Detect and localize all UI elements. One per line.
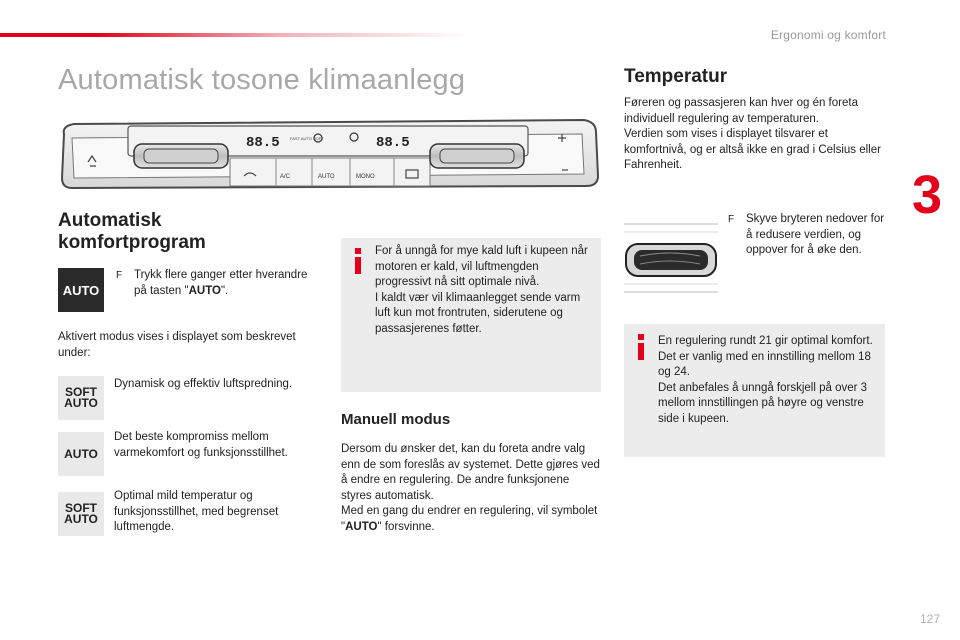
manual-mode-heading: Manuell modus (341, 411, 451, 428)
temperature-intro: Føreren og passasjeren kan hver og én foreta individuell regulering av temperaturen. Verdien som vises i displayet tilsvarer et komfortnivå, og er altså ikke en grad i Celsius eller Fahrenheit. (624, 97, 881, 171)
ac-button: A/C (280, 174, 291, 180)
temperature-heading: Temperatur (624, 66, 728, 87)
slider-instruction: F Skyve bryteren nedover for å redusere verdien, og oppover for å øke den. (728, 213, 885, 256)
chapter-number: 3 (911, 165, 942, 225)
section-label: Ergonomi og komfort (770, 28, 886, 42)
mode-description-dynamic: Dynamisk og effektiv luftspredning. (114, 378, 293, 390)
display-right-temp: 88.5 (376, 135, 410, 151)
auto-button: AUTO (318, 174, 335, 180)
auto-key-label: AUTO (62, 282, 100, 298)
info-temperature-text: En regulering rundt 21 gir optimal komfort. Det er vanlig med en innstilling mellom 18 og 24. Det anbefales å unngå forskjell på over 3 mellom innstillingen på høyre og venstre side i kupeen. (658, 335, 873, 425)
auto-key-icon (58, 268, 104, 312)
bullet-marker-temp: F (728, 214, 735, 225)
top-accent-bar (0, 33, 470, 37)
soft-auto-icon: SOFT AUTO (58, 376, 104, 420)
comfort-heading (58, 210, 318, 254)
temperature-slider-illustration (624, 220, 718, 298)
display-fast-auto-soft: FAST AUTO SOFT (290, 136, 324, 141)
info-cold-text: For å unngå for mye kald luft i kupeen når motoren er kald, vil luftmengden progressivt nå sitt optimale nivå. I kaldt vær vil klimaanlegget sende varm luft kun mot frontruten, siderutene og passasjerenes føtter. (375, 245, 588, 335)
info-icon-2 (636, 334, 646, 360)
mode-description-balanced: Det beste kompromiss mellom varmekomfort og funksjonsstillhet. (114, 431, 288, 459)
manual-mode-text: Dersom du ønsker det, kan du foreta andre valg enn de som foreslås av systemet. Dette gjøres ved å endre en regulering. De andre funksjonene styres automatisk. Med en gang du endrer en regulering, vil symbolet "AUTO" forsvinne. (341, 443, 600, 533)
page-number: 127 (919, 612, 940, 626)
info-box-cold-engine (341, 238, 601, 392)
page-title: Automatisk tosone klimaanlegg (58, 64, 466, 96)
auto-symbol-reference: AUTO (345, 520, 378, 533)
mode-description-mild: Optimal mild temperatur og funksjonsstillhet, med begrenset luftmengde. (114, 490, 279, 533)
bullet-marker: F (116, 270, 123, 281)
auto-key-instruction: F Trykk flere ganger etter hverandre på tasten "AUTO". (116, 269, 308, 297)
comfort-heading-line1: Automatisk (58, 210, 162, 231)
info-box-temperature (624, 324, 885, 457)
display-left-temp: 88.5 (246, 135, 280, 151)
info-icon (353, 248, 363, 274)
modes-intro: Aktivert modus vises i displayet som beskrevet under: (58, 331, 296, 359)
climate-panel-illustration (58, 114, 600, 192)
mono-button: MONO (356, 174, 375, 180)
soft-auto-icon-2: SOFT AUTO (58, 492, 104, 536)
auto-mode-icon: AUTO (58, 432, 104, 476)
comfort-heading-line2: komfortprogram (58, 232, 206, 253)
auto-key-reference: AUTO (188, 284, 221, 297)
